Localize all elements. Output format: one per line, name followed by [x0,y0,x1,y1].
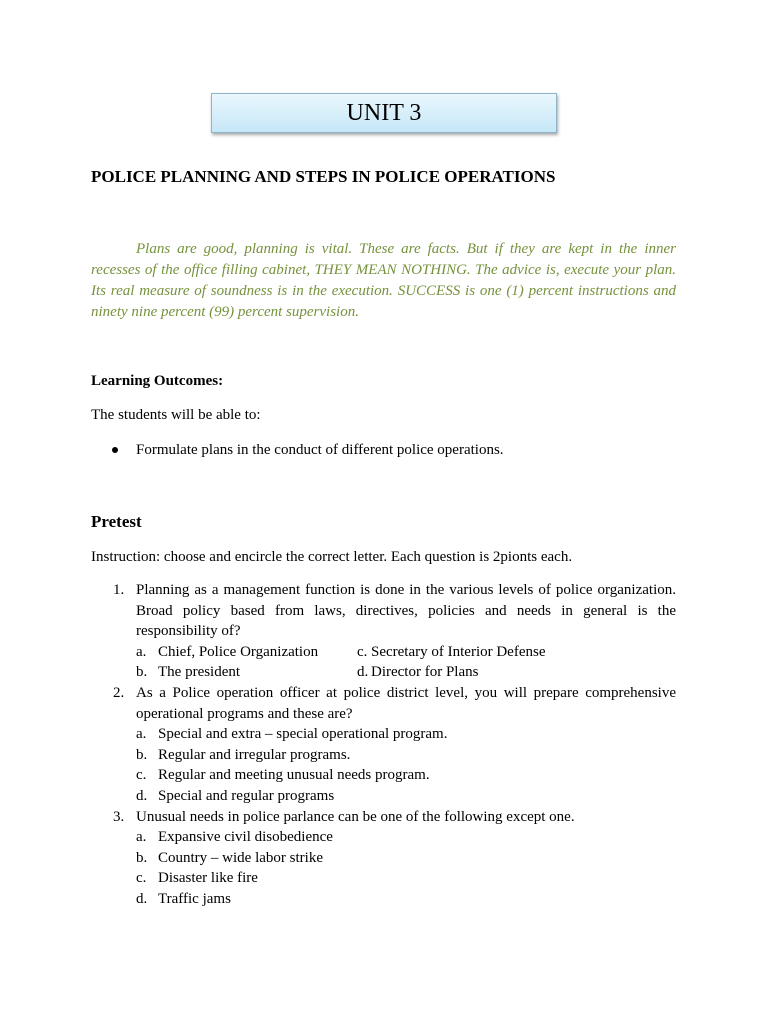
question-number: 3. [113,808,125,825]
pretest-heading: Pretest [91,512,142,531]
option-text: Secretary of Interior Defense [371,643,546,660]
question-2 [91,683,676,807]
question-1 [91,580,676,683]
option-letter: b. [136,849,148,866]
option-c [136,765,676,786]
option-b [136,848,676,869]
question-text-line: As a Police operation officer at police district level, you will prepare comprehensive [136,684,676,701]
option-d [136,889,676,910]
question-3 [91,807,676,910]
question-text-line: Planning as a management function is done in the various levels of police organization. [136,582,676,598]
option-text: The president [158,664,241,681]
quote-line: recesses of the office filling cabinet, THEY MEAN NOTHING. The advice is, execute your plan. [91,262,676,278]
learning-outcome-item: Formulate plans in the conduct of different police operations. [136,442,504,458]
question-text-line: Broad policy based from laws, directives, policies and needs in general is the [136,602,676,619]
option-letter: c. [136,767,147,784]
intro-quote [91,239,676,323]
question-number: 1. [113,582,125,598]
option-d [357,662,478,683]
option-letter: c. [357,643,368,660]
question-text-line: responsibility of? [136,623,241,640]
option-letter: d. [136,787,148,804]
quote-line: Plans are good, planning is vital. These are facts. But if they are kept in the inner [136,241,676,257]
option-text: Traffic jams [158,890,231,907]
option-text: Director for Plans [371,664,479,681]
option-text: Disaster like fire [158,870,258,887]
option-text: Chief, Police Organization [158,643,319,660]
learning-outcomes-intro: The students will be able to: [91,407,261,423]
quote-line: Its real measure of soundness is in the execution. SUCCESS is one (1) percent instructions and [91,283,676,299]
option-letter: b. [136,664,148,681]
bullet-icon [112,447,118,453]
pretest-instruction: Instruction: choose and encircle the correct letter. Each question is 2pionts each. [91,549,573,565]
option-text: Special and extra – special operational program. [158,726,448,743]
option-c [357,642,546,663]
question-list [91,580,676,910]
learning-outcomes-heading: Learning Outcomes: [91,373,224,389]
option-letter: d. [357,664,369,681]
option-text: Regular and irregular programs. [158,746,351,763]
option-a [136,827,676,848]
option-b [136,662,357,683]
option-letter: a. [136,643,147,660]
option-letter: d. [136,890,148,907]
option-text: Regular and meeting unusual needs program. [158,767,430,784]
question-text-line: operational programs and these are? [136,705,353,722]
option-letter: a. [136,829,147,846]
chapter-title: POLICE PLANNING AND STEPS IN POLICE OPERATIONS [91,167,556,186]
option-a [136,724,676,745]
question-number: 2. [113,684,125,701]
option-row [136,642,676,663]
option-a [136,642,357,663]
option-c [136,868,676,889]
option-d [136,786,676,807]
option-letter: b. [136,746,148,763]
option-letter: c. [136,870,147,887]
unit-title-box [211,93,557,133]
option-letter: a. [136,726,147,743]
option-row [136,662,676,683]
unit-label: UNIT 3 [346,99,422,126]
quote-line: ninety nine percent (99) percent supervision. [91,304,359,320]
option-b [136,745,676,766]
question-text-line: Unusual needs in police parlance can be one of the following except one. [136,808,575,825]
option-text: Expansive civil disobedience [158,829,333,846]
option-text: Special and regular programs [158,787,335,804]
option-text: Country – wide labor strike [158,849,323,866]
